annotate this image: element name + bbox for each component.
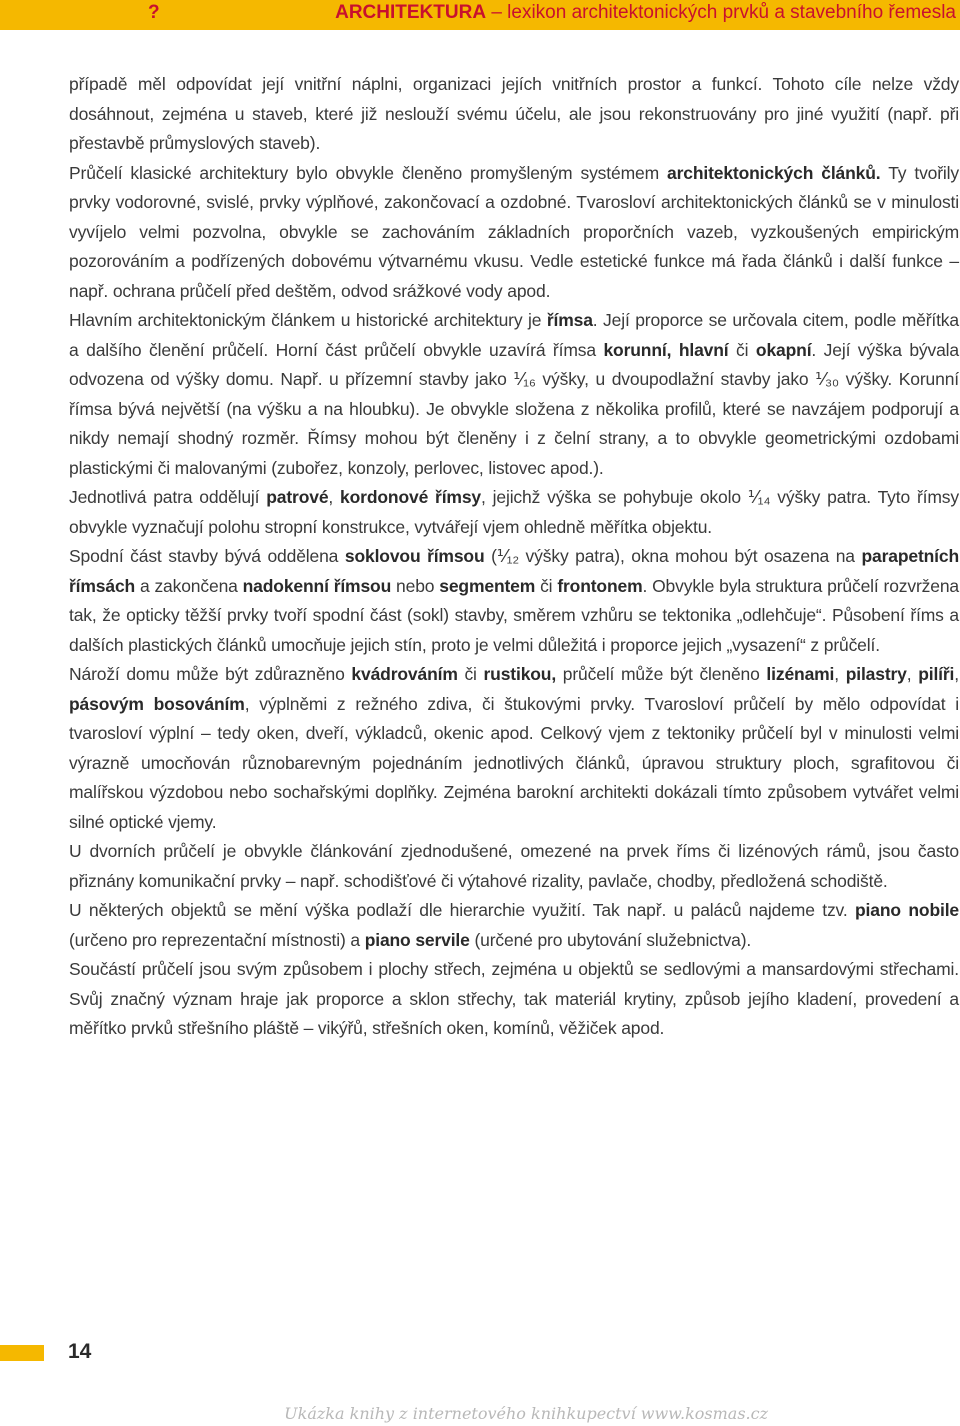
paragraph	[69, 483, 959, 542]
bold-term: rustikou,	[483, 664, 557, 684]
paragraph	[69, 660, 959, 837]
bold-term: architektonických článků.	[667, 162, 881, 183]
text-run: (určené pro ubytování služebnictva).	[469, 929, 752, 950]
paragraph	[69, 837, 959, 896]
page-number-accent-bar	[0, 1345, 44, 1361]
text-run: , výplněmi z režného zdiva, či štukovými prvky. Tvarosloví průčelí by mělo odpovídat i tvarosloví výplní – tedy oken, dveří, výkladců, okenic apod. Celkový vjem z tektoniky průčelí byl v minulosti velmi výrazně umocňován různobarevným pojednáním jednotlivých článků, úpravou struktury ploch, sgrafitovou či malířskou výzdobou nebo sochařskými doplňky. Zejména barokní architekti dokázali tímto způsobem vytvářet velmi silné optické vjemy.	[69, 693, 960, 832]
text-run: Nároží domu může být zdůrazněno	[69, 664, 352, 684]
text-run: . Její výška bývala odvozena od výšky domu. Např. u přízemní stavby jako ⅟₁₆ výšky, u dvoupodlažní stavby jako ⅟₃₀ výšky. Korunní římsa bývá největší (na výšku a na hloubku). Je obvykle složena z několika profilů, které se navzájem podporují a nikdy nemají shodný rozměr. Římsy mohou být členěny i z čelní strany, a to obvykle geometrickými ozdobami plastickými či malovanými (zubořez, konzoly, perlovec, listovec apod.).	[69, 339, 960, 478]
watermark: Ukázka knihy z internetového knihkupectví www.kosmas.cz	[284, 1404, 768, 1423]
bold-term: okapní	[755, 339, 812, 360]
text-run: (⅟₁₂ výšky patra), okna mohou být osazena na	[484, 546, 862, 566]
text-run: Ty tvořily prvky vodorovné, svislé, prvky výplňové, zakončovací a ozdobné. Tvarosloví architektonických článků se v minulosti vyvíjelo velmi pozvolna, obvykle se zachováním základních proporčních vazeb, vyzkoušených empirickým pozorováním a podřízených dobovému výtvarnému vkusu. Vedle estetické funkce má řada článků i další funkce – např. ochrana průčelí před deštěm, odvod srážkové vody apod.	[69, 162, 960, 301]
text-run: nebo	[391, 575, 440, 596]
body-text	[69, 70, 959, 1044]
paragraph	[69, 542, 959, 660]
running-title-bold: ARCHITEKTURA	[335, 2, 487, 23]
paragraph	[69, 896, 959, 955]
text-run: průčelí může být členěno	[556, 664, 767, 684]
paragraph	[69, 306, 959, 483]
bold-term: frontonem	[557, 575, 643, 596]
text-run: Hlavním architektonickým článkem u historické architektury je	[69, 310, 547, 330]
bold-term: parapetních římsách	[69, 546, 959, 596]
text-run: ,	[834, 664, 846, 684]
bold-term: segmentem	[439, 575, 536, 596]
bold-term: pilastry	[845, 664, 907, 684]
bold-term: piano nobile	[855, 900, 959, 920]
bold-term: kordonové římsy	[340, 487, 482, 507]
text-run: . Její proporce se určovala citem, podle měřítka a dalšího členění průčelí. Horní část průčelí obvykle uzavírá římsa	[69, 310, 959, 360]
text-run: U některých objektů se mění výška podlaží dle hierarchie využití. Tak např. u paláců najdeme tzv.	[69, 900, 856, 920]
bold-term: pilíři	[918, 664, 955, 684]
text-run: Součástí průčelí jsou svým způsobem i plochy střech, zejména u objektů se sedlovými a mansardovými střechami. Svůj značný význam hraje jak proporce a sklon střechy, tak materiál krytiny, způsob jejího kladení, provedení a měřítko prvků střešního pláště – vikýřů, střešních oken, komínů, věžiček apod.	[69, 959, 959, 1038]
text-run: případě měl odpovídat její vnitřní náplni, organizaci jejích vnitřních prostor a funkcí. Tohoto cíle nelze vždy dosáhnout, zejména u staveb, které již neslouží svému účelu, ale jsou rekonstruovány pro jiné využití (např. při přestavbě průmyslových staveb).	[69, 74, 959, 153]
text-run: Spodní část stavby bývá oddělena	[69, 546, 345, 566]
text-run: U dvorních průčelí je obvykle článkování zjednodušené, omezené na prvek říms či lizénových rámů, jsou často přiznány komunikační prvky – např. schodišťové či výtahové rizality, pavlače, chodby, předložená schodiště.	[69, 841, 959, 891]
bold-term: pásovým bosováním	[69, 693, 245, 714]
text-run: či	[728, 339, 756, 360]
bold-term: lizénami	[766, 664, 835, 684]
bold-term: patrové	[266, 487, 329, 507]
paragraph	[69, 70, 959, 159]
text-run: , jejichž výška se pohybuje okolo ⅟₁₄ výšky patra. Tyto římsy obvykle vyznačují polohu stropní konstrukce, vytvářejí vjem ohledně měřítka objektu.	[69, 487, 959, 537]
running-title	[335, 1, 956, 25]
text-run: a zakončena	[135, 575, 243, 596]
bold-term: soklovou římsou	[344, 546, 485, 566]
bold-term: římsa	[546, 310, 593, 330]
text-run: či	[535, 575, 558, 596]
bold-term: korunní, hlavní	[603, 339, 729, 360]
text-run: ,	[954, 664, 959, 684]
bold-term: kvádrováním	[351, 664, 458, 684]
text-run: či	[457, 664, 484, 684]
text-run: . Obvykle byla struktura průčelí rozvržena tak, že opticky těžší prvky tvoří spodní část (sokl) stavby, směrem vzhůru se tektonika „odlehčuje“. Působení říms a dalších plastických článků umocňuje jejich stín, proto je velmi důležitá i proporce jejich „vysazení“ z průčelí.	[69, 575, 960, 655]
bold-term: piano servile	[364, 929, 470, 950]
running-title-subtitle: – lexikon architektonických prvků a stavebního řemesla	[486, 2, 956, 23]
text-run: ,	[328, 487, 341, 507]
header-question-mark: ?	[148, 2, 160, 23]
text-run: Průčelí klasické architektury bylo obvykle členěno promyšleným systémem	[69, 162, 667, 183]
text-run: Jednotlivá patra oddělují	[69, 487, 267, 507]
paragraph	[69, 159, 959, 307]
page-number: 14	[68, 1340, 92, 1363]
paragraph	[69, 955, 959, 1044]
text-run: ,	[906, 664, 919, 684]
text-run: (určeno pro reprezentační místnosti) a	[69, 929, 365, 950]
bold-term: nadokenní římsou	[242, 575, 392, 596]
header-bar	[0, 0, 960, 30]
